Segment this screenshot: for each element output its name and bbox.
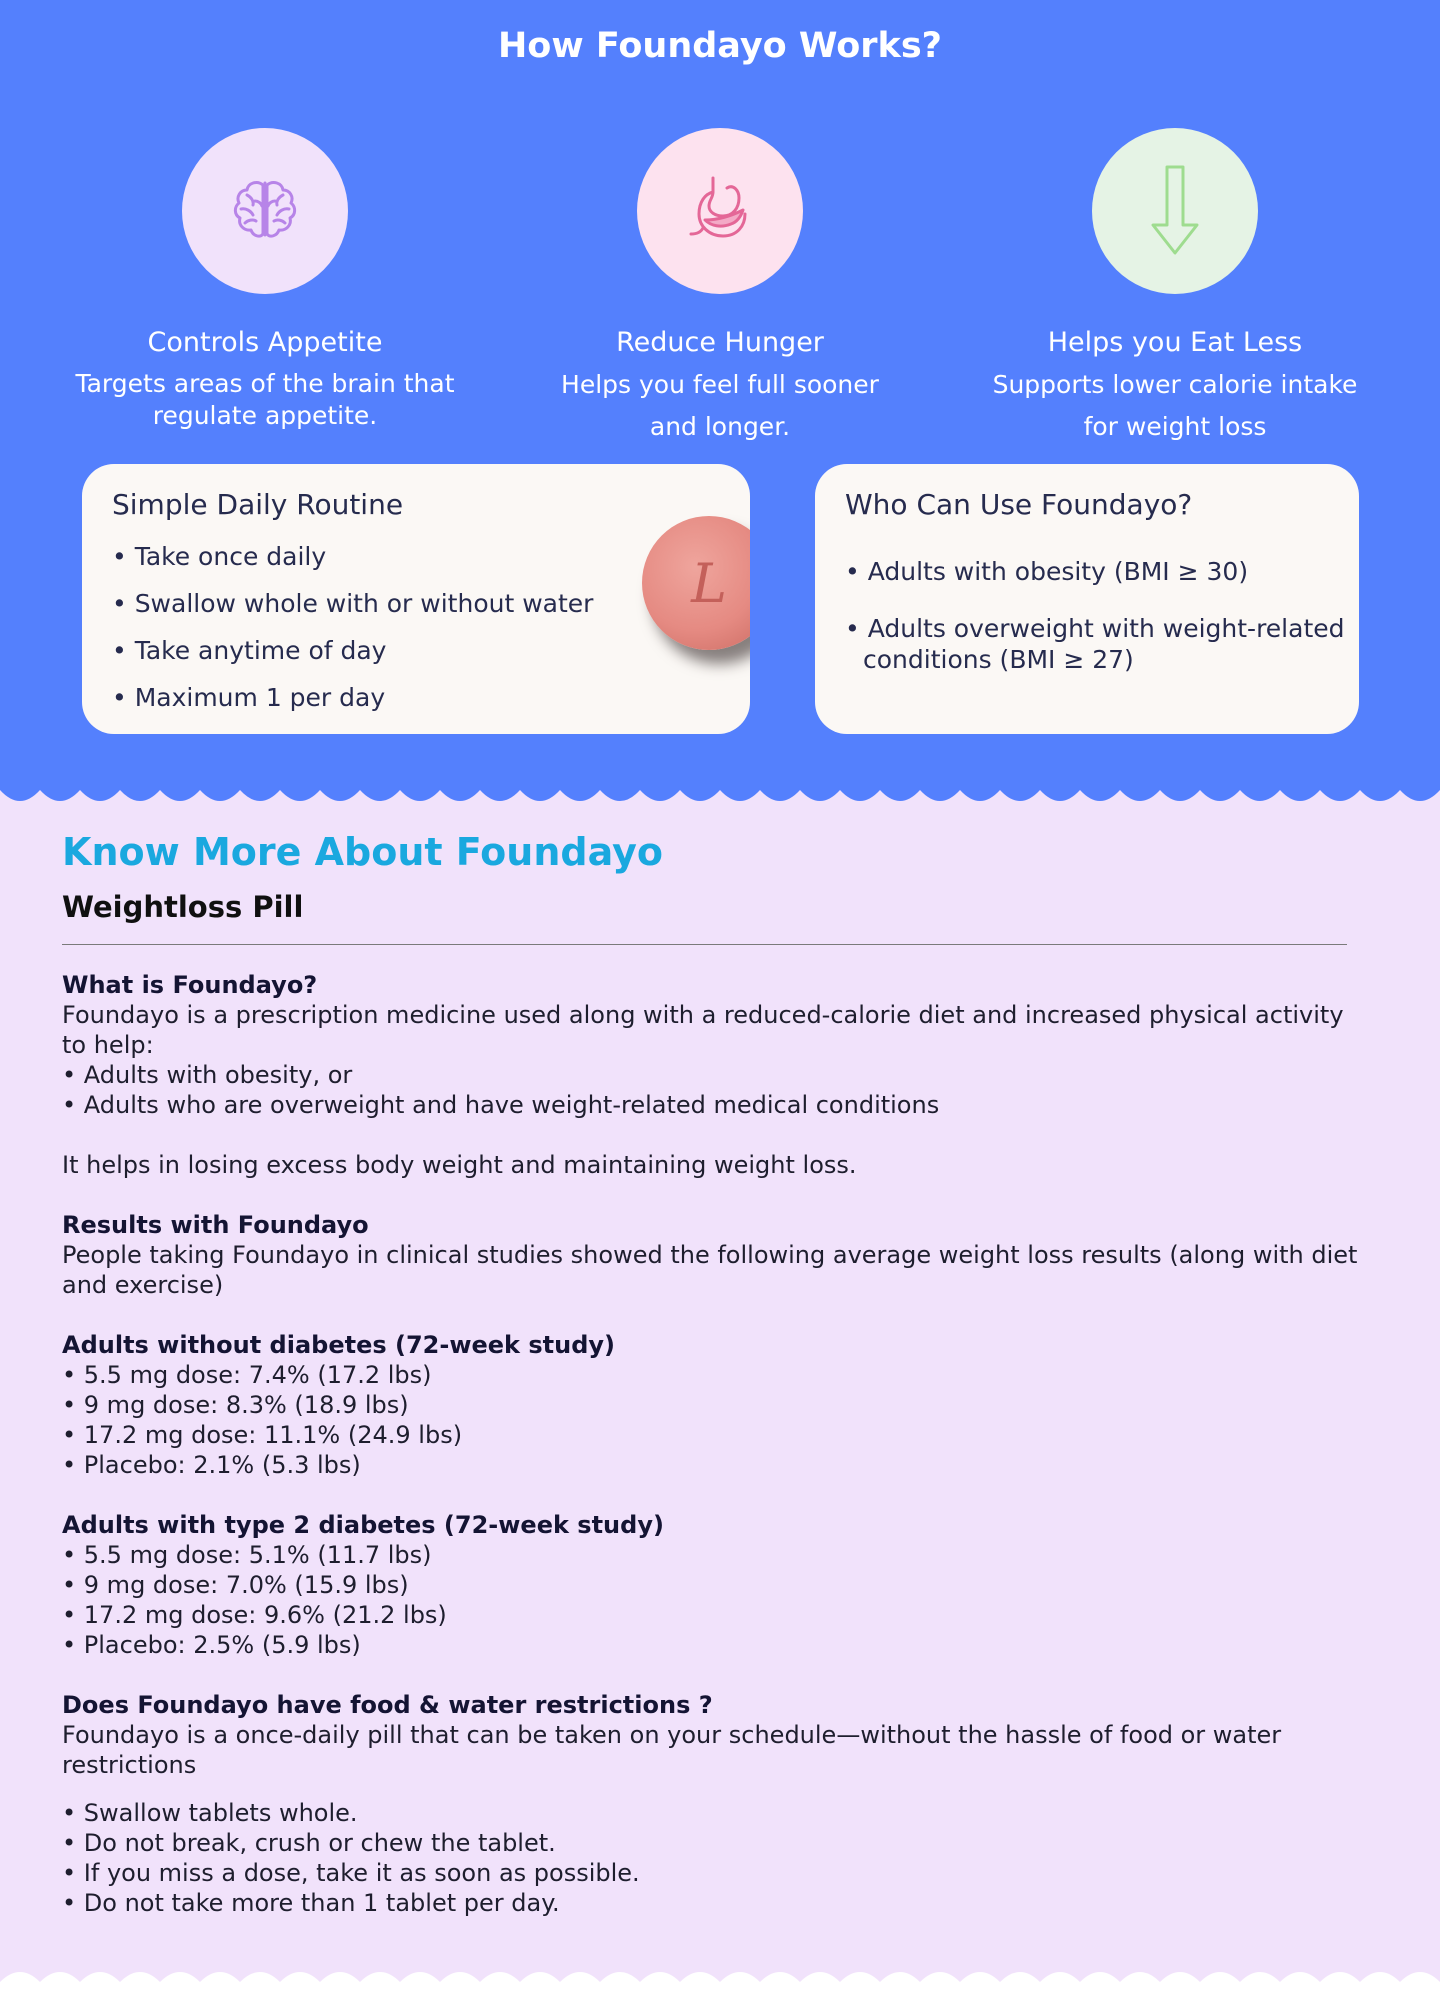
faq-text: People taking Foundayo in clinical studies showed the following average weight loss results (along with diet and exercise) [62,1241,1358,1299]
section-title: How Foundayo Works? [498,26,942,66]
who-can-use-card [815,464,1359,734]
list-item: • Swallow whole with or without water [112,589,594,618]
know-more-title: Know More About Foundayo [62,830,663,874]
feature-text: Targets areas of the brain that regulate appetite. [75,369,455,430]
daily-routine-card [82,464,750,734]
list-item: • 5.5 mg dose: 7.4% (17.2 lbs) [62,1361,432,1389]
list-item: • Maximum 1 per day [112,683,386,712]
list-item: • 17.2 mg dose: 11.1% (24.9 lbs) [62,1421,463,1449]
wave-divider [0,770,1440,810]
faq-content [62,970,1362,1918]
list-item: • Adults who are overweight and have weight-related medical conditions [62,1091,940,1119]
list-item: • Adults with obesity (BMI ≥ 30) [845,557,1249,586]
list-item: • 9 mg dose: 8.3% (18.9 lbs) [62,1391,409,1419]
card-title: Simple Daily Routine [112,488,404,521]
faq-heading: What is Foundayo? [62,971,318,999]
feature-text: Supports lower calorie intake for weight loss [992,370,1358,441]
arrow-down-icon [1092,128,1258,294]
faq-text: Foundayo is a prescription medicine used along with a reduced-calorie diet and increased physical activity to help: [62,1001,1344,1059]
brain-icon [182,128,348,294]
list-item: • 9 mg dose: 7.0% (15.9 lbs) [62,1571,409,1599]
feature-controls-appetite [50,128,480,432]
feature-title: Reduce Hunger [616,327,824,358]
feature-title: Helps you Eat Less [1047,327,1303,358]
faq-text: Foundayo is a once-daily pill that can be taken on your schedule—without the hassle of food or water restrictions [62,1721,1282,1779]
routine-list [112,540,593,728]
list-item: • Placebo: 2.1% (5.3 lbs) [62,1451,361,1479]
eligibility-list [845,556,1359,701]
stomach-icon [637,128,803,294]
pill-image [642,516,750,650]
list-item: • 5.5 mg dose: 5.1% (11.7 lbs) [62,1541,432,1569]
pill-mark: L [691,551,727,615]
faq-heading: Results with Foundayo [62,1211,369,1239]
how-it-works-section [0,0,1440,790]
list-item: • Placebo: 2.5% (5.9 lbs) [62,1631,361,1659]
card-title: Who Can Use Foundayo? [845,488,1193,521]
divider [62,944,1347,945]
list-item: • Do not break, crush or chew the tablet. [62,1829,556,1857]
list-item: • Take once daily [112,542,327,571]
list-item: • 17.2 mg dose: 9.6% (21.2 lbs) [62,1601,447,1629]
faq-heading: Adults with type 2 diabetes (72-week study) [62,1511,664,1539]
feature-title: Controls Appetite [147,327,383,358]
list-item: • Adults overweight with weight-related conditions (BMI ≥ 27) [845,614,1345,674]
feature-reduce-hunger [505,128,935,448]
faq-heading: Adults without diabetes (72-week study) [62,1331,615,1359]
list-item: • If you miss a dose, take it as soon as possible. [62,1859,640,1887]
list-item: • Swallow tablets whole. [62,1799,358,1827]
wave-divider-bottom [0,1958,1440,2000]
feature-eat-less [960,128,1390,448]
faq-text: It helps in losing excess body weight and maintaining weight loss. [62,1151,857,1179]
list-item: • Do not take more than 1 tablet per day. [62,1889,560,1917]
feature-text: Helps you feel full sooner and longer. [561,370,879,441]
list-item: • Take anytime of day [112,636,387,665]
faq-heading: Does Foundayo have food & water restrictions ? [62,1691,713,1719]
know-more-subtitle: Weightloss Pill [62,890,304,924]
list-item: • Adults with obesity, or [62,1061,353,1089]
